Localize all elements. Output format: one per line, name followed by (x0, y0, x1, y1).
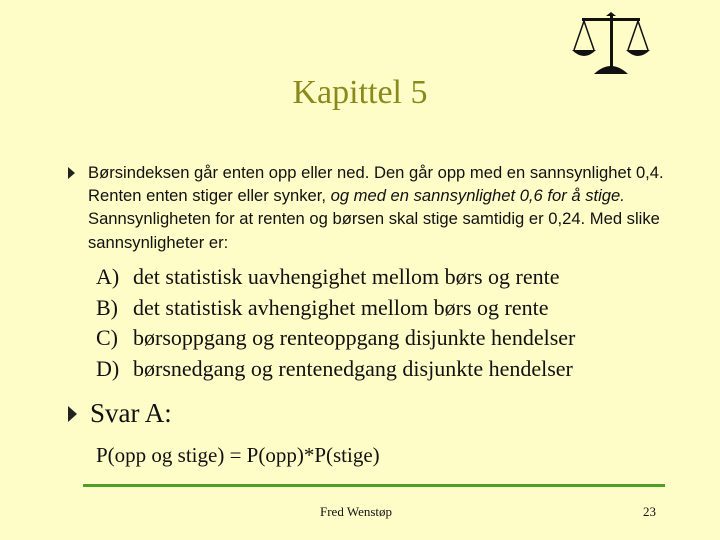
option-letter: B) (96, 294, 118, 320)
problem-text-italic: og med en sannsynlighet 0,6 for å stige. (330, 186, 625, 206)
option-c (96, 323, 575, 354)
answer-options (96, 262, 575, 384)
option-text: børsoppgang og renteoppgang disjunkte hendelser (133, 325, 576, 350)
option-a (96, 262, 575, 293)
problem-text (88, 161, 678, 254)
answer-formula: P(opp og stige) = P(opp)*P(stige) (96, 443, 380, 467)
option-letter: C) (96, 325, 118, 350)
option-text: børsnedgang og rentenedgang disjunkte hendelser (133, 355, 573, 381)
footer-divider (83, 484, 665, 487)
footer-author: Fred Wenstøp (320, 504, 393, 519)
answer-label: Svar A: (90, 398, 172, 428)
slide-title: Kapittel 5 (292, 74, 428, 111)
triangle-bullet-icon (68, 167, 75, 179)
triangle-bullet-icon (68, 406, 77, 422)
problem-text-part3: Sannsynligheten for at renten og børsen skal stige samtidig er 0,24. Med slike sannsynligheter er: (88, 209, 660, 252)
option-text: det statistisk avhengighet mellom børs og rente (133, 294, 549, 320)
option-letter: A) (96, 264, 120, 289)
option-d (96, 354, 575, 385)
option-text: det statistisk uavhengighet mellom børs og rente (133, 264, 560, 289)
option-b (96, 293, 575, 324)
page-number: 23 (643, 504, 656, 519)
balance-scale-icon (570, 12, 652, 76)
problem-text-part1: Børsindeksen går enten opp eller ned. Den går opp med en sannsynlighet 0,4. Renten enten stiger eller synker, (88, 163, 664, 206)
option-letter: D) (96, 355, 120, 381)
